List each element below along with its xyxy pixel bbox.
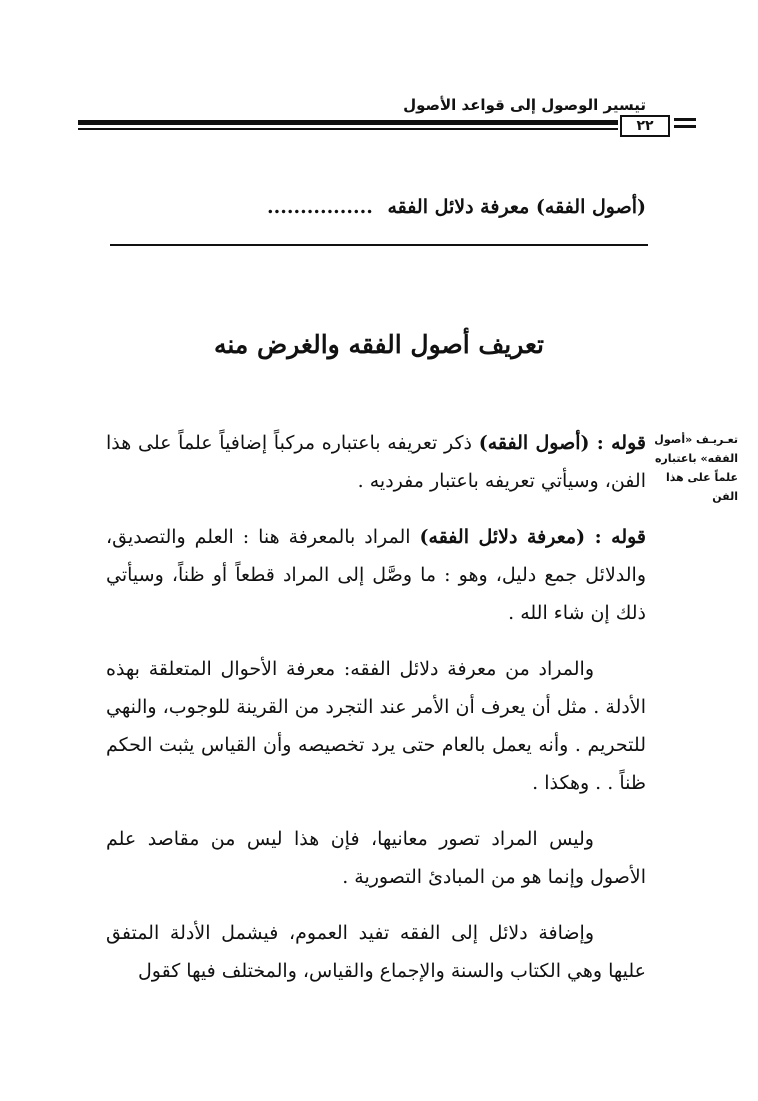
topic-text: (أصول الفقه) معرفة دلائل الفقه [387, 196, 646, 218]
header-rule-thick [78, 120, 618, 125]
folio-ornament [674, 125, 696, 128]
margin-note: تعـريـف «أصول الفقه» باعتباره علماً على هذا الفن [654, 433, 738, 503]
page-number: ٢٢ [620, 115, 670, 137]
paragraph: وليس المراد تصور معانيها، فإن هذا ليس من مقاصد علم الأصول وإنما هو من المبادئ التصورية . [106, 828, 646, 888]
body-text [106, 424, 646, 1008]
paragraph: والمراد من معرفة دلائل الفقه: معرفة الأحوال المتعلقة بهذه الأدلة . مثل أن يعرف أن الأمر عند التجرد من القرينة للوجوب، والنهي للتحريم . وأنه يعمل بالعام حتى يرد تخصيصه وأن القياس يثبت الحكم ظناً . . وهكذا . [106, 658, 646, 794]
section-title: تعريف أصول الفقه والغرض منه [213, 330, 545, 359]
topic-line [60, 196, 646, 218]
paragraph [106, 424, 646, 500]
paragraph: وإضافة دلائل إلى الفقه تفيد العموم، فيشمل الأدلة المتفق عليها وهي الكتاب والسنة والإجماع والقياس، والمختلف فيها كقول [106, 922, 646, 982]
paragraph-text: المراد بالمعرفة هنا : العلم والتصديق، والدلائل جمع دليل، وهو : ما وصَّل إلى المراد قطعاً أو ظناً، وسيأتي ذلك إن شاء الله . [106, 526, 646, 624]
paragraph [106, 518, 646, 632]
folio-ornament [674, 118, 696, 121]
paragraph-text: ذكر تعريفه باعتباره مركباً إضافياً علماً على هذا الفن، وسيأتي تعريفه باعتبار مفرديه . [106, 432, 646, 492]
running-title: تيسير الوصول إلى قواعد الأصول [403, 96, 646, 114]
topic-rule [110, 244, 648, 246]
topic-dots: ................ [267, 196, 373, 218]
paragraph-lead: قوله : (أصول الفقه) [478, 432, 646, 454]
paragraph-lead: قوله : (معرفة دلائل الفقه) [419, 526, 647, 548]
header-rule-thin [78, 128, 618, 130]
